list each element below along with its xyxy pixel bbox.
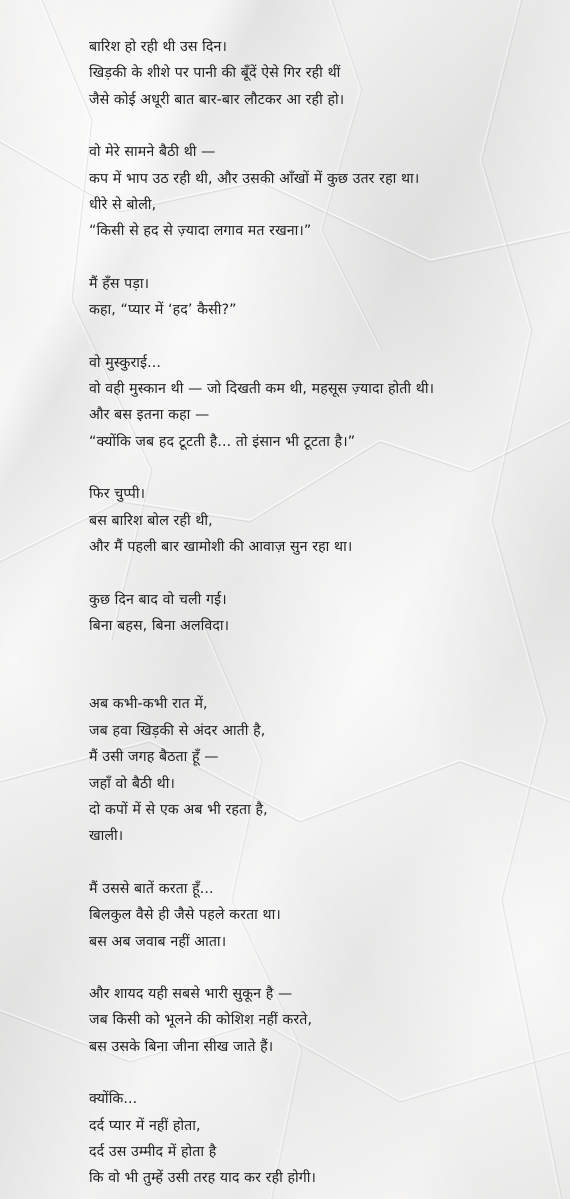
stanza-8 — [89, 876, 549, 955]
stanza-4 — [89, 350, 549, 456]
poem-line: वो वही मुस्कान थी — जो दिखती कम थी, महसूस ज़्यादा होती थी। — [89, 381, 435, 398]
poem-line: धीरे से बोली, — [89, 197, 157, 214]
poem-line: कहा, “प्यार में ‘हद’ कैसी?” — [89, 302, 237, 319]
poem-line: क्योंकि... — [89, 1091, 138, 1108]
poem-line: खिड़की के शीशे पर पानी की बूँदें ऐसे गिर रही थीं — [89, 65, 341, 82]
stanza-5 — [89, 481, 549, 560]
stanza-10 — [89, 1086, 549, 1192]
poem-line: वो मुस्कुराई... — [89, 354, 161, 371]
poem-line: बस अब जवाब नहीं आता। — [89, 933, 227, 950]
poem-line: वो मेरे सामने बैठी थी — — [89, 144, 216, 161]
poem-line: दर्द उस उम्मीद में होता है — [89, 1144, 217, 1160]
poem-line: और शायद यही सबसे भारी सुकून है — — [89, 985, 293, 1002]
stanza-2 — [89, 139, 549, 245]
poem-line: कप में भाप उठ रही थी, और उसकी आँखों में कुछ उतर रहा था। — [89, 170, 420, 187]
poem-line: बिना बहस, बिना अलविदा। — [89, 617, 230, 634]
poem-line: खाली। — [89, 828, 124, 845]
poem — [89, 34, 549, 1192]
poem-line: “किसी से हद से ज़्यादा लगाव मत रखना।” — [89, 223, 312, 240]
poem-line: बस उसके बिना जीना सीख जाते हैं। — [89, 1038, 274, 1055]
stanza-3 — [89, 271, 549, 324]
poem-line: दर्द प्यार में नहीं होता, — [89, 1117, 201, 1134]
poem-line: जैसे कोई अधूरी बात बार-बार लौटकर आ रही हो। — [89, 91, 345, 108]
poem-line: और बस इतना कहा — — [89, 407, 210, 424]
poem-line: जब किसी को भूलने की कोशिश नहीं करते, — [89, 1012, 313, 1029]
poem-line: फिर चुप्पी। — [89, 486, 146, 503]
stanza-7 — [89, 691, 549, 849]
poem-line: बारिश हो रही थी उस दिन। — [89, 39, 227, 55]
poem-line: मैं उससे बातें करता हूँ... — [89, 880, 214, 897]
stanza-6 — [89, 587, 549, 640]
poem-line: बस बारिश बोल रही थी, — [89, 512, 213, 529]
poem-line: और मैं पहली बार खामोशी की आवाज़ सुन रहा था। — [89, 539, 353, 556]
poem-line: कि वो भी तुम्हें उसी तरह याद कर रही होगी। — [89, 1170, 317, 1187]
poem-line: जब हवा खिड़की से अंदर आती है, — [89, 722, 266, 739]
poem-line: मैं हँस पड़ा। — [89, 275, 150, 292]
stanza-9 — [89, 981, 549, 1060]
poem-line: कुछ दिन बाद वो चली गई। — [89, 591, 227, 608]
poem-line: “क्योंकि जब हद टूटती है... तो इंसान भी टूटता है।” — [89, 433, 356, 450]
poem-line: बिलकुल वैसे ही जैसे पहले करता था। — [89, 907, 281, 924]
poem-line: अब कभी-कभी रात में, — [89, 696, 208, 713]
poem-line: दो कपों में से एक अब भी रहता है, — [89, 801, 268, 818]
poem-line: मैं उसी जगह बैठता हूँ — — [89, 749, 219, 766]
poem-line: जहाँ वो बैठी थी। — [89, 775, 175, 792]
stanza-1 — [89, 34, 549, 113]
